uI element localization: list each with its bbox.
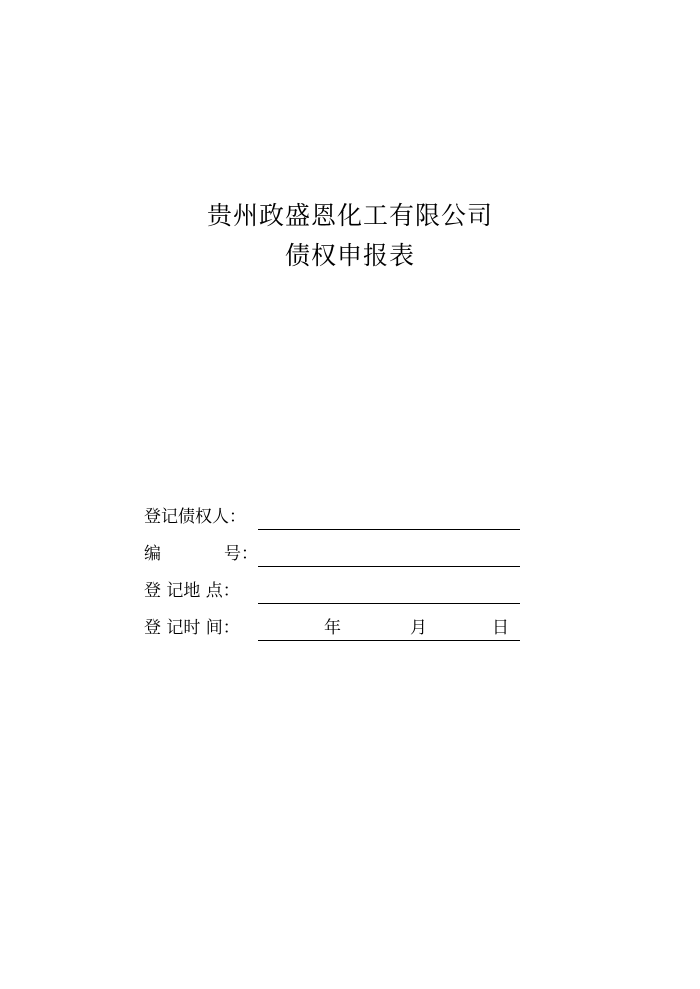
date-label xyxy=(144,616,258,641)
creditor-label-text: 登记债权人： xyxy=(144,507,246,527)
number-label xyxy=(144,542,258,567)
registration-form xyxy=(144,493,544,641)
form-title: 债权申报表 xyxy=(284,241,415,270)
number-label-char-1: 编 xyxy=(144,544,161,564)
date-month-label: 月 xyxy=(410,618,427,638)
date-day-label: 日 xyxy=(492,618,509,638)
form-row-date xyxy=(144,604,544,641)
creditor-field[interactable] xyxy=(258,505,520,530)
title-block xyxy=(0,196,700,276)
creditor-label xyxy=(144,505,258,530)
form-row-number xyxy=(144,530,544,567)
form-row-location xyxy=(144,567,544,604)
location-label-text: 登 记地 点： xyxy=(144,581,240,601)
form-row-creditor xyxy=(144,493,544,530)
number-label-text xyxy=(144,542,258,566)
number-field[interactable] xyxy=(258,542,520,567)
date-field[interactable] xyxy=(258,616,520,641)
number-label-char-2: 号： xyxy=(224,544,258,564)
date-label-text: 登 记时 间： xyxy=(144,618,240,638)
date-year-label: 年 xyxy=(324,618,341,638)
company-title: 贵州政盛恩化工有限公司 xyxy=(206,201,493,230)
location-field[interactable] xyxy=(258,579,520,604)
location-label xyxy=(144,579,258,604)
